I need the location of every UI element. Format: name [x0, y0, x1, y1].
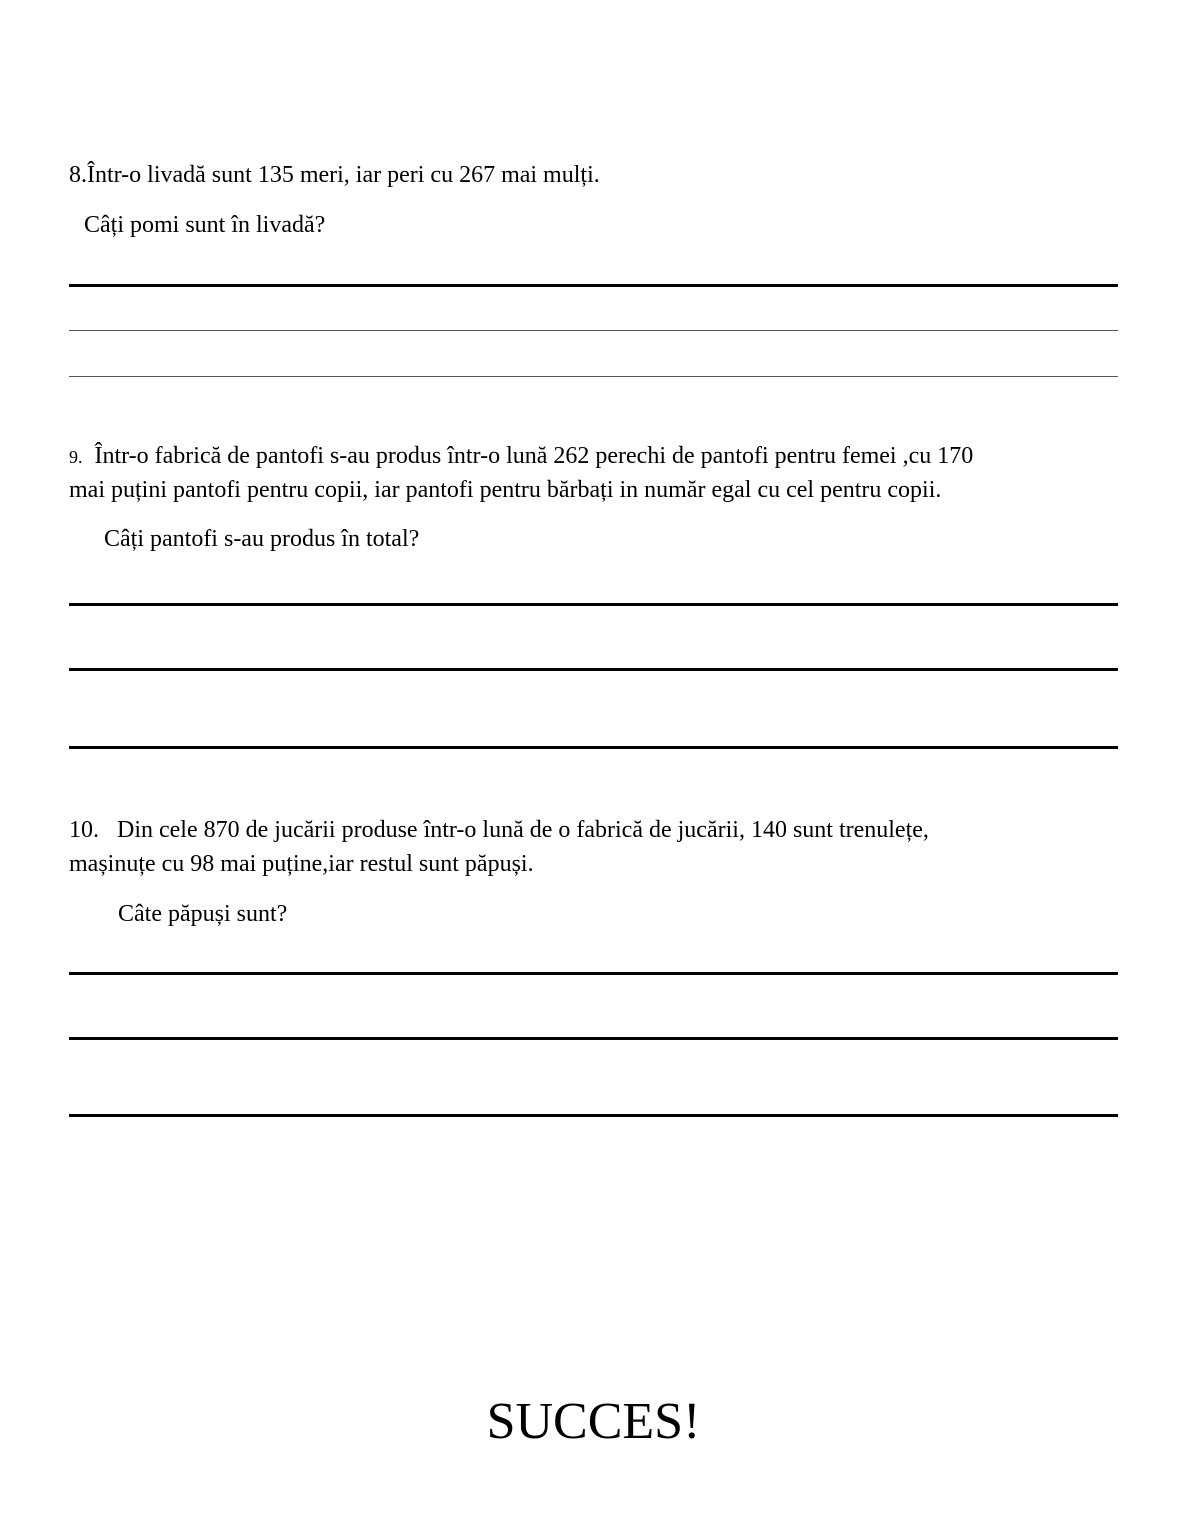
problem-9-text-1: Într-o fabrică de pantofi s-au produs într-o lună 262 perechi de pantofi pentru femei ,cu 170: [94, 443, 974, 469]
answer-line: [69, 668, 1118, 671]
answer-line: [69, 376, 1118, 377]
answer-line: [69, 972, 1118, 975]
answer-line: [69, 1114, 1118, 1117]
closing-message: SUCCES!: [486, 1393, 701, 1450]
answer-line: [69, 603, 1118, 606]
problem-8-text: Într-o livadă sunt 135 meri, iar peri cu 267 mai mulți.: [87, 162, 600, 188]
answer-line: [69, 330, 1118, 331]
problem-9-statement-line2: mai puțini pantofi pentru copii, iar pantofi pentru bărbați in număr egal cu cel pentru copii.: [69, 477, 942, 503]
problem-8-question: Câți pomi sunt în livadă?: [84, 212, 326, 238]
problem-9-question: Câți pantofi s-au produs în total?: [104, 526, 420, 552]
problem-10-statement-line2: mașinuțe cu 98 mai puține,iar restul sunt păpuși.: [69, 851, 534, 877]
problem-10-statement-line1: [69, 813, 929, 847]
answer-line: [69, 1037, 1118, 1040]
problem-10-number: 10.: [69, 817, 99, 843]
problem-10-text-1: Din cele 870 de jucării produse într-o lună de o fabrică de jucării, 140 sunt trenulețe,: [117, 817, 929, 843]
answer-line: [69, 284, 1118, 287]
problem-10-question: Câte păpuși sunt?: [118, 901, 288, 927]
answer-line: [69, 746, 1118, 749]
problem-9-statement-line1: [69, 439, 973, 474]
problem-8-number: 8.: [69, 162, 87, 188]
problem-8-statement: [69, 158, 600, 192]
problem-9-number: 9.: [69, 447, 83, 467]
